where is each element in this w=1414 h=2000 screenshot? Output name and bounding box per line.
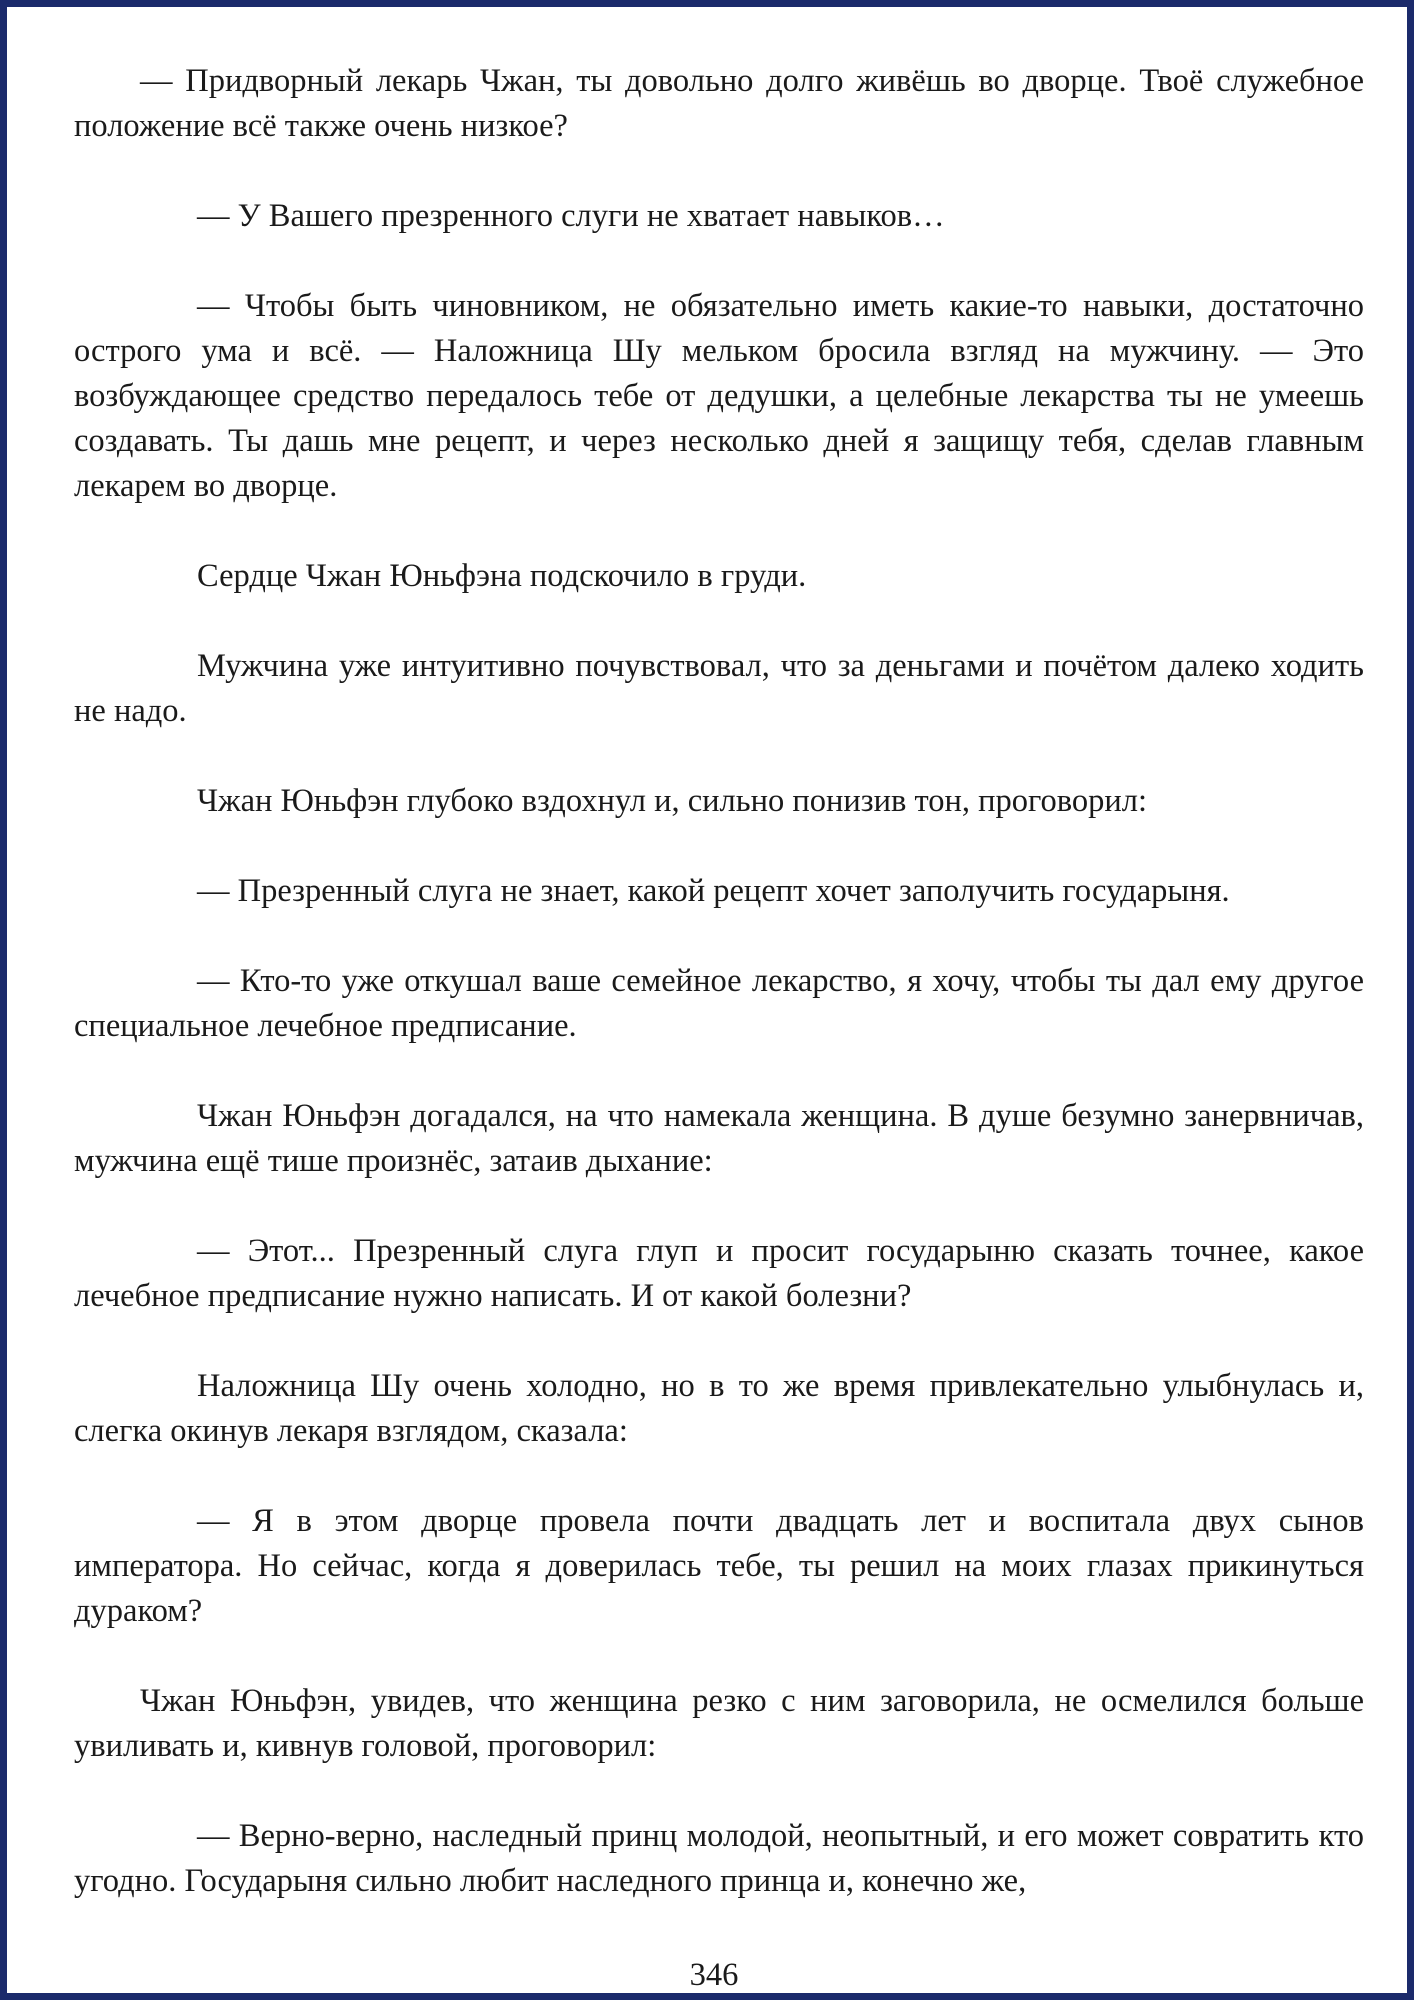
- paragraph-10: — Этот... Презренный слуга глуп и просит государыню сказать точнее, какое лечебное предписание нужно написать. И от какой болезни?: [74, 1233, 1364, 1314]
- paragraph-2: — У Вашего презренного слуги не хватает навыков…: [197, 198, 945, 234]
- paragraph-3: — Чтобы быть чиновником, не обязательно иметь какие-то навыки, достаточно острого ума и всё. — Наложница Шу мельком бросила взгляд на мужчину. — Это возбуждающее средство передалось тебе от дедушки, а целебные лекарства ты не умеешь создавать. Ты дашь мне рецепт, и через несколько дней я защищу тебя, сделав главным лекарем во дворце.: [74, 288, 1364, 504]
- paragraph-13: Чжан Юньфэн, увидев, что женщина резко с ним заговорила, не осмелился больше увиливать и, кивнув головой, проговорил:: [74, 1683, 1364, 1764]
- text-body: [74, 59, 1364, 1904]
- paragraph-6: Чжан Юньфэн глубоко вздохнул и, сильно понизив тон, проговорил:: [197, 783, 1148, 819]
- paragraph-12: — Я в этом дворце провела почти двадцать лет и воспитала двух сынов императора. Но сейчас, когда я доверилась тебе, ты решил на моих глазах прикинуться дураком?: [74, 1503, 1364, 1629]
- paragraph-1: — Придворный лекарь Чжан, ты довольно долго живёшь во дворце. Твоё служебное положение всё также очень низкое?: [74, 63, 1364, 144]
- paragraph-11: Наложница Шу очень холодно, но в то же время привлекательно улыбнулась и, слегка окинув лекаря взглядом, сказала:: [74, 1368, 1364, 1449]
- paragraph-5: Мужчина уже интуитивно почувствовал, что за деньгами и почётом далеко ходить не надо.: [74, 648, 1364, 729]
- page-number: 346: [689, 1957, 739, 1993]
- paragraph-8: — Кто-то уже откушал ваше семейное лекарство, я хочу, чтобы ты дал ему другое специальное лечебное предписание.: [74, 963, 1364, 1044]
- paragraph-14: — Верно-верно, наследный принц молодой, неопытный, и его может совратить кто угодно. Государыня сильно любит наследного принца и, конечно же,: [74, 1818, 1364, 1899]
- paragraph-4: Сердце Чжан Юньфэна подскочило в груди.: [197, 558, 807, 594]
- paragraph-9: Чжан Юньфэн догадался, на что намекала женщина. В душе безумно занервничав, мужчина ещё тише произнёс, затаив дыхание:: [74, 1098, 1364, 1179]
- paragraph-7: — Презренный слуга не знает, какой рецепт хочет заполучить государыня.: [197, 873, 1230, 909]
